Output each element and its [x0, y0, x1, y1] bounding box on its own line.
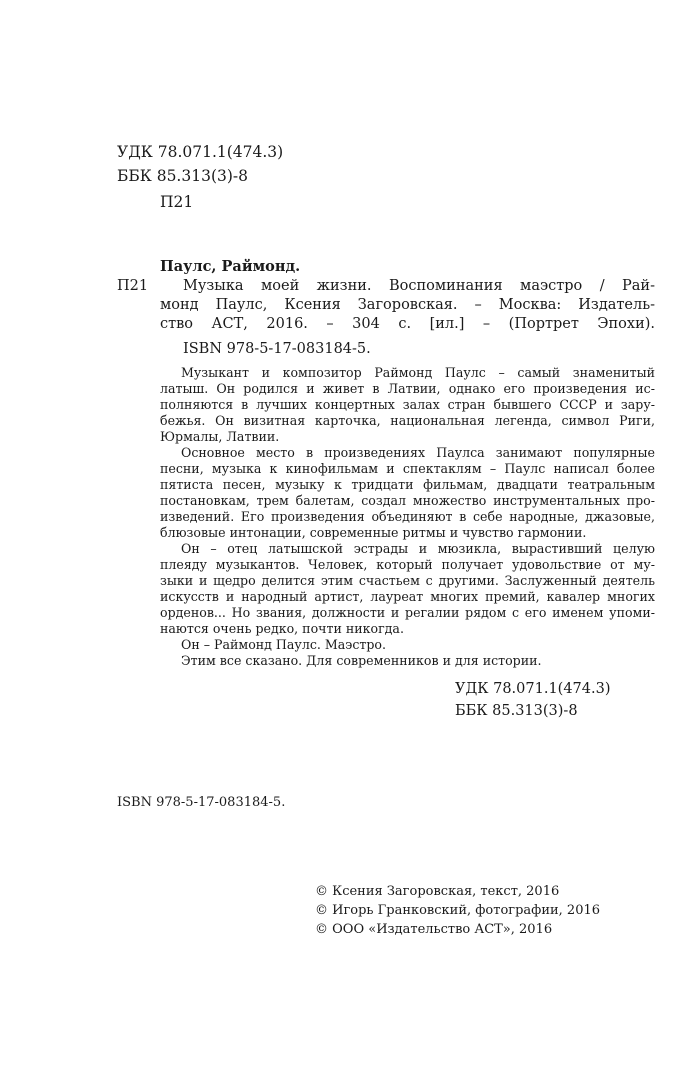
- abstract-line: Юрмалы, Латвии.: [160, 429, 280, 444]
- abstract-line: бежья. Он визитная карточка, национальная легенда, символ Риги,: [160, 413, 655, 428]
- isbn-bottom: ISBN 978-5-17-083184-5.: [117, 795, 286, 810]
- abstract-line: полняются в лучших концертных залах стран бывшего СССР и зару-: [160, 397, 655, 412]
- abstract-line: плеяду музыкантов. Человек, который получает удовольствие от му-: [160, 557, 655, 572]
- abstract-line: песни, музыка к кинофильмам и спектаклям – Паулс написал более: [160, 461, 655, 476]
- author-heading: Паулс, Раймонд.: [160, 258, 301, 275]
- abstract-line: орденов... Но звания, должности и регалии рядом с его именем упоми-: [160, 605, 655, 620]
- author-mark-inline: П21: [117, 278, 149, 294]
- abstract-line: Основное место в произведениях Паулса занимают популярные: [181, 445, 655, 460]
- bibliographic-line: Музыка моей жизни. Воспоминания маэстро / Рай-: [183, 278, 655, 294]
- abstract-line: латыш. Он родился и живет в Латвии, однако его произведения ис-: [160, 381, 655, 396]
- abstract-line: изведений. Его произведения объединяют в себе народные, джазовые,: [160, 509, 655, 524]
- copyright-line: © Ксения Загоровская, текст, 2016: [315, 884, 560, 899]
- abstract-line: пятиста песен, музыку к тридцати фильмам, двадцати театральным: [160, 477, 655, 492]
- abstract-line: зыки и щедро делится этим счастьем с другими. Заслуженный деятель: [160, 573, 655, 588]
- abstract-line: блюзовые интонации, современные ритмы и чувство гармонии.: [160, 525, 587, 540]
- udk-code: УДК 78.071.1(474.3): [117, 143, 284, 161]
- abstract-line: постановкам, трем балетам, создал множество инструментальных про-: [160, 493, 655, 508]
- isbn-line: ISBN 978-5-17-083184-5.: [183, 341, 371, 357]
- bibliographic-line: монд Паулс, Ксения Загоровская. – Москва: Издатель-: [160, 297, 655, 313]
- abstract-line: Этим все сказано. Для современников и для истории.: [181, 653, 542, 668]
- abstract-line: Музыкант и композитор Раймонд Паулс – самый знаменитый: [181, 365, 655, 380]
- copyright-line: © ООО «Издательство АСТ», 2016: [315, 922, 553, 937]
- abstract-line: Он – Раймонд Паулс. Маэстро.: [181, 637, 387, 652]
- abstract-line: наются очень редко, почти никогда.: [160, 621, 404, 636]
- bbk-code: ББК 85.313(3)-8: [117, 167, 248, 185]
- bbk-code: ББК 85.313(3)-8: [455, 703, 578, 719]
- bibliographic-line: ство АСТ, 2016. – 304 с. [ил.] – (Портрет Эпохи).: [160, 316, 655, 332]
- abstract-line: Он – отец латышской эстрады и мюзикла, вырастивший целую: [181, 541, 655, 556]
- copyright-line: © Игорь Гранковский, фотографии, 2016: [315, 903, 601, 918]
- udk-code: УДК 78.071.1(474.3): [455, 681, 611, 697]
- abstract-line: искусств и народный артист, лауреат многих премий, кавалер многих: [160, 589, 655, 604]
- author-mark: П21: [160, 193, 194, 211]
